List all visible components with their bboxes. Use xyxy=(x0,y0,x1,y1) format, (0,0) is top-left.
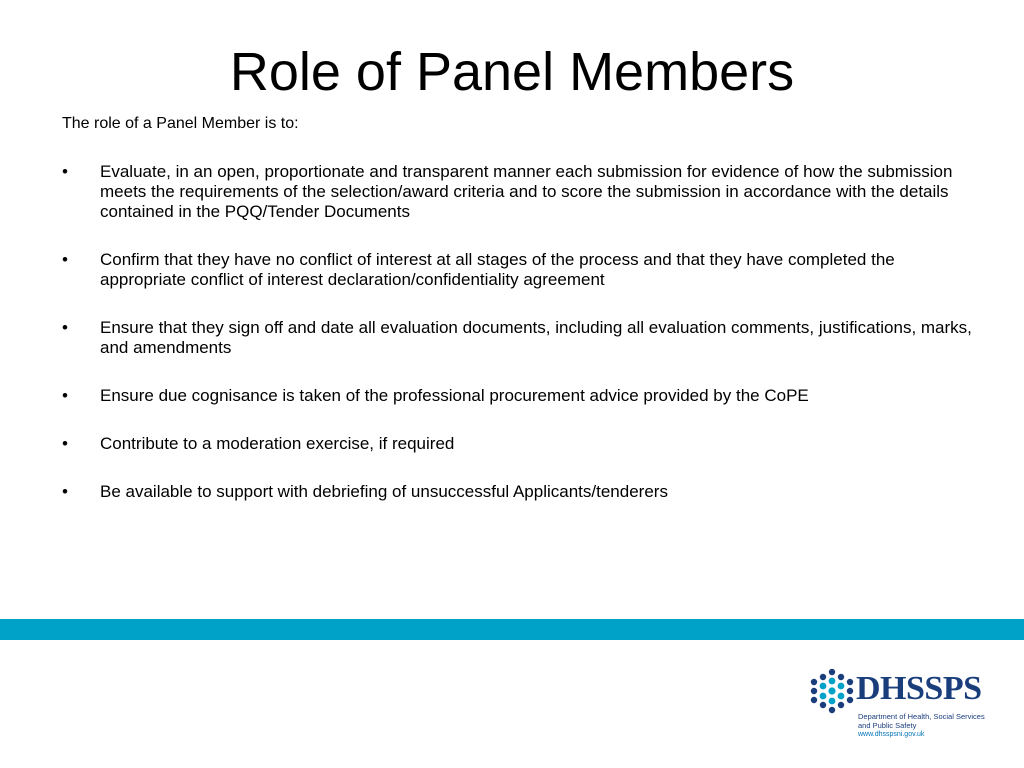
bullet-item xyxy=(62,318,974,358)
logo-url: www.dhsspsni.gov.uk xyxy=(858,731,925,738)
logo-department xyxy=(858,712,998,730)
bullet-item xyxy=(62,162,974,222)
logo-department-line: Department of Health, Social Services xyxy=(858,712,985,721)
logo-department-line: and Public Safety xyxy=(858,721,917,730)
hexagon-cluster-icon xyxy=(810,668,854,714)
footer-accent-bar xyxy=(0,619,1024,640)
bullet-text: Ensure due cognisance is taken of the professional procurement advice provided by the CoPE xyxy=(100,386,809,405)
bullet-text: Be available to support with debriefing of unsuccessful Applicants/tenderers xyxy=(100,482,668,501)
bullet-marker: • xyxy=(62,162,68,181)
bullet-marker: • xyxy=(62,482,68,501)
bullet-marker: • xyxy=(62,318,68,337)
bullet-item xyxy=(62,482,974,502)
dhssps-logo xyxy=(810,668,1000,740)
bullet-text: Evaluate, in an open, proportionate and transparent manner each submission for evidence of how the submission meets the requirements of the selection/award criteria and to score the submission in accordance with the details contained in the PQQ/Tender Documents xyxy=(100,162,953,221)
bullet-marker: • xyxy=(62,434,68,453)
bullet-item xyxy=(62,250,974,290)
bullet-item xyxy=(62,434,974,454)
logo-name: DHSSPS xyxy=(856,670,982,707)
bullet-item xyxy=(62,386,974,406)
bullet-list xyxy=(62,162,974,530)
bullet-marker: • xyxy=(62,250,68,269)
bullet-text: Contribute to a moderation exercise, if required xyxy=(100,434,455,453)
bullet-text: Confirm that they have no conflict of interest at all stages of the process and that they have completed the appropriate conflict of interest declaration/confidentiality agreement xyxy=(100,250,895,289)
bullet-marker: • xyxy=(62,386,68,405)
bullet-text: Ensure that they sign off and date all evaluation documents, including all evaluation comments, justifications, marks, and amendments xyxy=(100,318,972,357)
intro-text: The role of a Panel Member is to: xyxy=(62,115,299,132)
slide-title: Role of Panel Members xyxy=(229,42,795,102)
